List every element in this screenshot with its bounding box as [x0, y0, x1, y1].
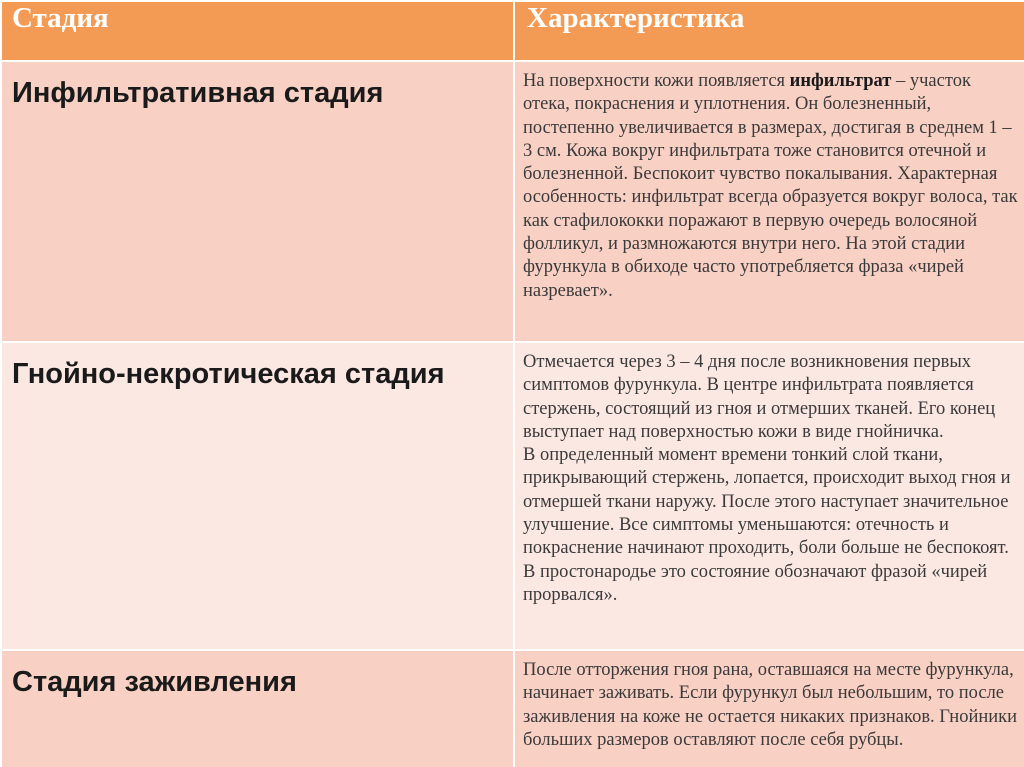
description-text: На поверхности кожи появляется: [523, 71, 790, 91]
table-row: [1, 342, 1024, 650]
table-row: [1, 650, 1024, 767]
stage-title: Инфильтративная стадия: [12, 77, 384, 109]
header-description: Характеристика: [514, 1, 1024, 61]
stage-description: [515, 62, 1024, 303]
description-term: инфильтрат: [789, 71, 892, 91]
description-cell: [514, 650, 1024, 767]
stage-cell: [1, 342, 514, 650]
header-row: [1, 1, 1024, 61]
stage-description: [515, 343, 1024, 607]
description-cell: [514, 61, 1024, 342]
description-paragraph: Отмечается через 3 – 4 дня после возникновения первых симптомов фурункула. В центре инфильтрата появляется стержень, состоящий из гноя и отмерших тканей. Его конец выступает над поверхностью кожи в виде гнойничка.: [523, 352, 996, 442]
description-text: – участок отека, покраснения и уплотнения. Он болезненный, постепенно увеличивается в размерах, достигая в среднем 1 – 3 см. Кожа вокруг инфильтрата тоже становится отечной и болезненной. Беспокоит чувство покалывания. Характерная особенность: инфильтрат всегда образуется вокруг волоса, так как стафилококки поражают в первую очередь волосяной фолликул, и размножаются внутри него. На этой стадии фурункула в обиходе часто употребляется фраза «чирей назревает».: [523, 71, 1018, 301]
description-cell: [514, 342, 1024, 650]
header-stage: Стадия: [1, 1, 514, 61]
stage-title: Гнойно-некротическая стадия: [12, 358, 445, 390]
stage-title: Стадия заживления: [12, 666, 297, 698]
description-paragraph: В определенный момент времени тонкий слой ткани, прикрывающий стержень, лопается, происходит выход гноя и отмершей ткани наружу. После этого наступает значительное улучшение. Все симптомы уменьшаются: отечность и покраснение начинают проходить, боли больше не беспокоят. В простонародье это состояние обозначают фразой «чирей прорвался».: [523, 445, 1011, 605]
stage-description: После отторжения гноя рана, оставшаяся на месте фурункула, начинает заживать. Если фурункул был небольшим, то после заживления на коже не остается никаких признаков. Гнойники больших размеров оставляют после себя рубцы.: [523, 660, 1018, 750]
stage-cell: [1, 650, 514, 767]
table-row: [1, 61, 1024, 342]
stage-cell: [1, 61, 514, 342]
